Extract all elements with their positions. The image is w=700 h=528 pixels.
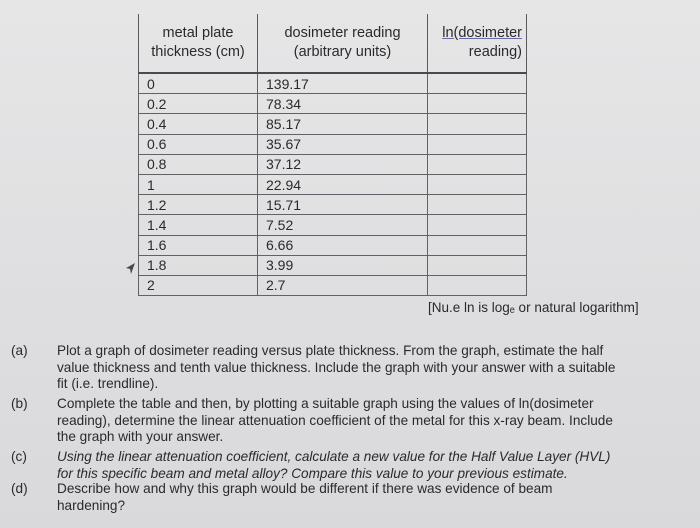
table-row (139, 94, 527, 114)
cell-dosimeter-reading: 15.71 (258, 195, 428, 215)
question-text-line: for this specific beam and metal alloy? Compare this value to your previous estimate. (57, 465, 568, 481)
header-thickness-line-1: metal plate (162, 25, 234, 41)
table-row (139, 235, 527, 255)
header-thickness-line-2: thickness (cm) (151, 44, 245, 60)
question-text (57, 481, 671, 514)
cursor-arrow-icon (124, 262, 136, 276)
question-text-line: Complete the table and then, by plotting a suitable graph using the values of ln(dosimeter (57, 396, 594, 411)
table-row (139, 174, 527, 194)
table-row (139, 73, 527, 94)
cell-ln-reading (428, 154, 527, 174)
cell-thickness: 0 (139, 73, 258, 94)
question-text-line: Describe how and why this graph would be different if there was evidence of beam (57, 481, 553, 496)
table-row (139, 134, 527, 154)
question-text-line: fit (i.e. trendline). (57, 376, 159, 391)
header-dosimeter-reading (258, 14, 428, 73)
table-body (139, 73, 527, 296)
header-thickness (139, 14, 258, 73)
cell-dosimeter-reading: 7.52 (258, 215, 428, 235)
question-text (57, 343, 671, 393)
question-text-line: Plot a graph of dosimeter reading versus plate thickness. From the graph, estimate the half (57, 343, 604, 358)
question-text (57, 396, 671, 446)
header-ln-line-2: reading) (468, 44, 522, 60)
cell-dosimeter-reading: 22.94 (258, 174, 428, 194)
header-dosimeter-line-2: (arbitrary units) (293, 44, 392, 60)
header-dosimeter-line-1: dosimeter reading (284, 25, 401, 41)
cell-dosimeter-reading: 139.17 (258, 73, 428, 94)
cell-thickness: 0.8 (139, 154, 258, 174)
table-row (139, 195, 527, 215)
cell-ln-reading (428, 134, 527, 154)
cell-thickness: 1.2 (139, 195, 258, 215)
cell-dosimeter-reading: 35.67 (258, 134, 428, 154)
cell-thickness: 1.8 (139, 255, 258, 275)
table-header-row (139, 14, 527, 73)
cell-thickness: 1.4 (139, 215, 258, 235)
cell-thickness: 0.4 (139, 114, 258, 134)
question-text-line: hardening? (57, 497, 126, 513)
header-ln-line-1: ln(dosimeter (442, 25, 522, 41)
question-text-line: Using the linear attenuation coefficient, calculate a new value for the Half Value Layer (HVL) (57, 449, 611, 464)
question-text-line: the graph with your answer. (57, 429, 224, 444)
question-label: (c) (11, 449, 27, 464)
cell-dosimeter-reading: 85.17 (258, 114, 428, 134)
cell-ln-reading (428, 215, 527, 235)
cell-dosimeter-reading: 2.7 (258, 275, 428, 295)
cell-ln-reading (428, 235, 527, 255)
attenuation-data-table (138, 14, 527, 296)
cell-thickness: 2 (139, 275, 258, 295)
table-row (139, 275, 527, 295)
cell-ln-reading (428, 255, 527, 275)
cell-ln-reading (428, 275, 527, 295)
cell-thickness: 0.2 (139, 94, 258, 114)
cell-thickness: 0.6 (139, 134, 258, 154)
header-ln-reading (428, 14, 527, 73)
cell-dosimeter-reading: 37.12 (258, 154, 428, 174)
question-text-line: value thickness and tenth value thickness. Include the graph with your answer with a suitable (57, 359, 616, 375)
question-text-line: reading), determine the linear attenuation coefficient of the metal for this x-ray beam. Include (57, 412, 613, 428)
note-natural-log: [Nu.e ln is logₑ or natural logarithm] (428, 300, 639, 315)
table-row (139, 255, 527, 275)
question-text (57, 449, 671, 482)
cell-ln-reading (428, 73, 527, 94)
cell-ln-reading (428, 195, 527, 215)
question-label: (b) (11, 396, 28, 411)
table-row (139, 114, 527, 134)
cell-thickness: 1 (139, 174, 258, 194)
question-label: (d) (11, 481, 28, 496)
cell-ln-reading (428, 94, 527, 114)
cell-ln-reading (428, 174, 527, 194)
question-label: (a) (11, 343, 28, 358)
cell-ln-reading (428, 114, 527, 134)
cell-thickness: 1.6 (139, 235, 258, 255)
cell-dosimeter-reading: 6.66 (258, 235, 428, 255)
table-row (139, 215, 527, 235)
table-row (139, 154, 527, 174)
cell-dosimeter-reading: 78.34 (258, 94, 428, 114)
cell-dosimeter-reading: 3.99 (258, 255, 428, 275)
